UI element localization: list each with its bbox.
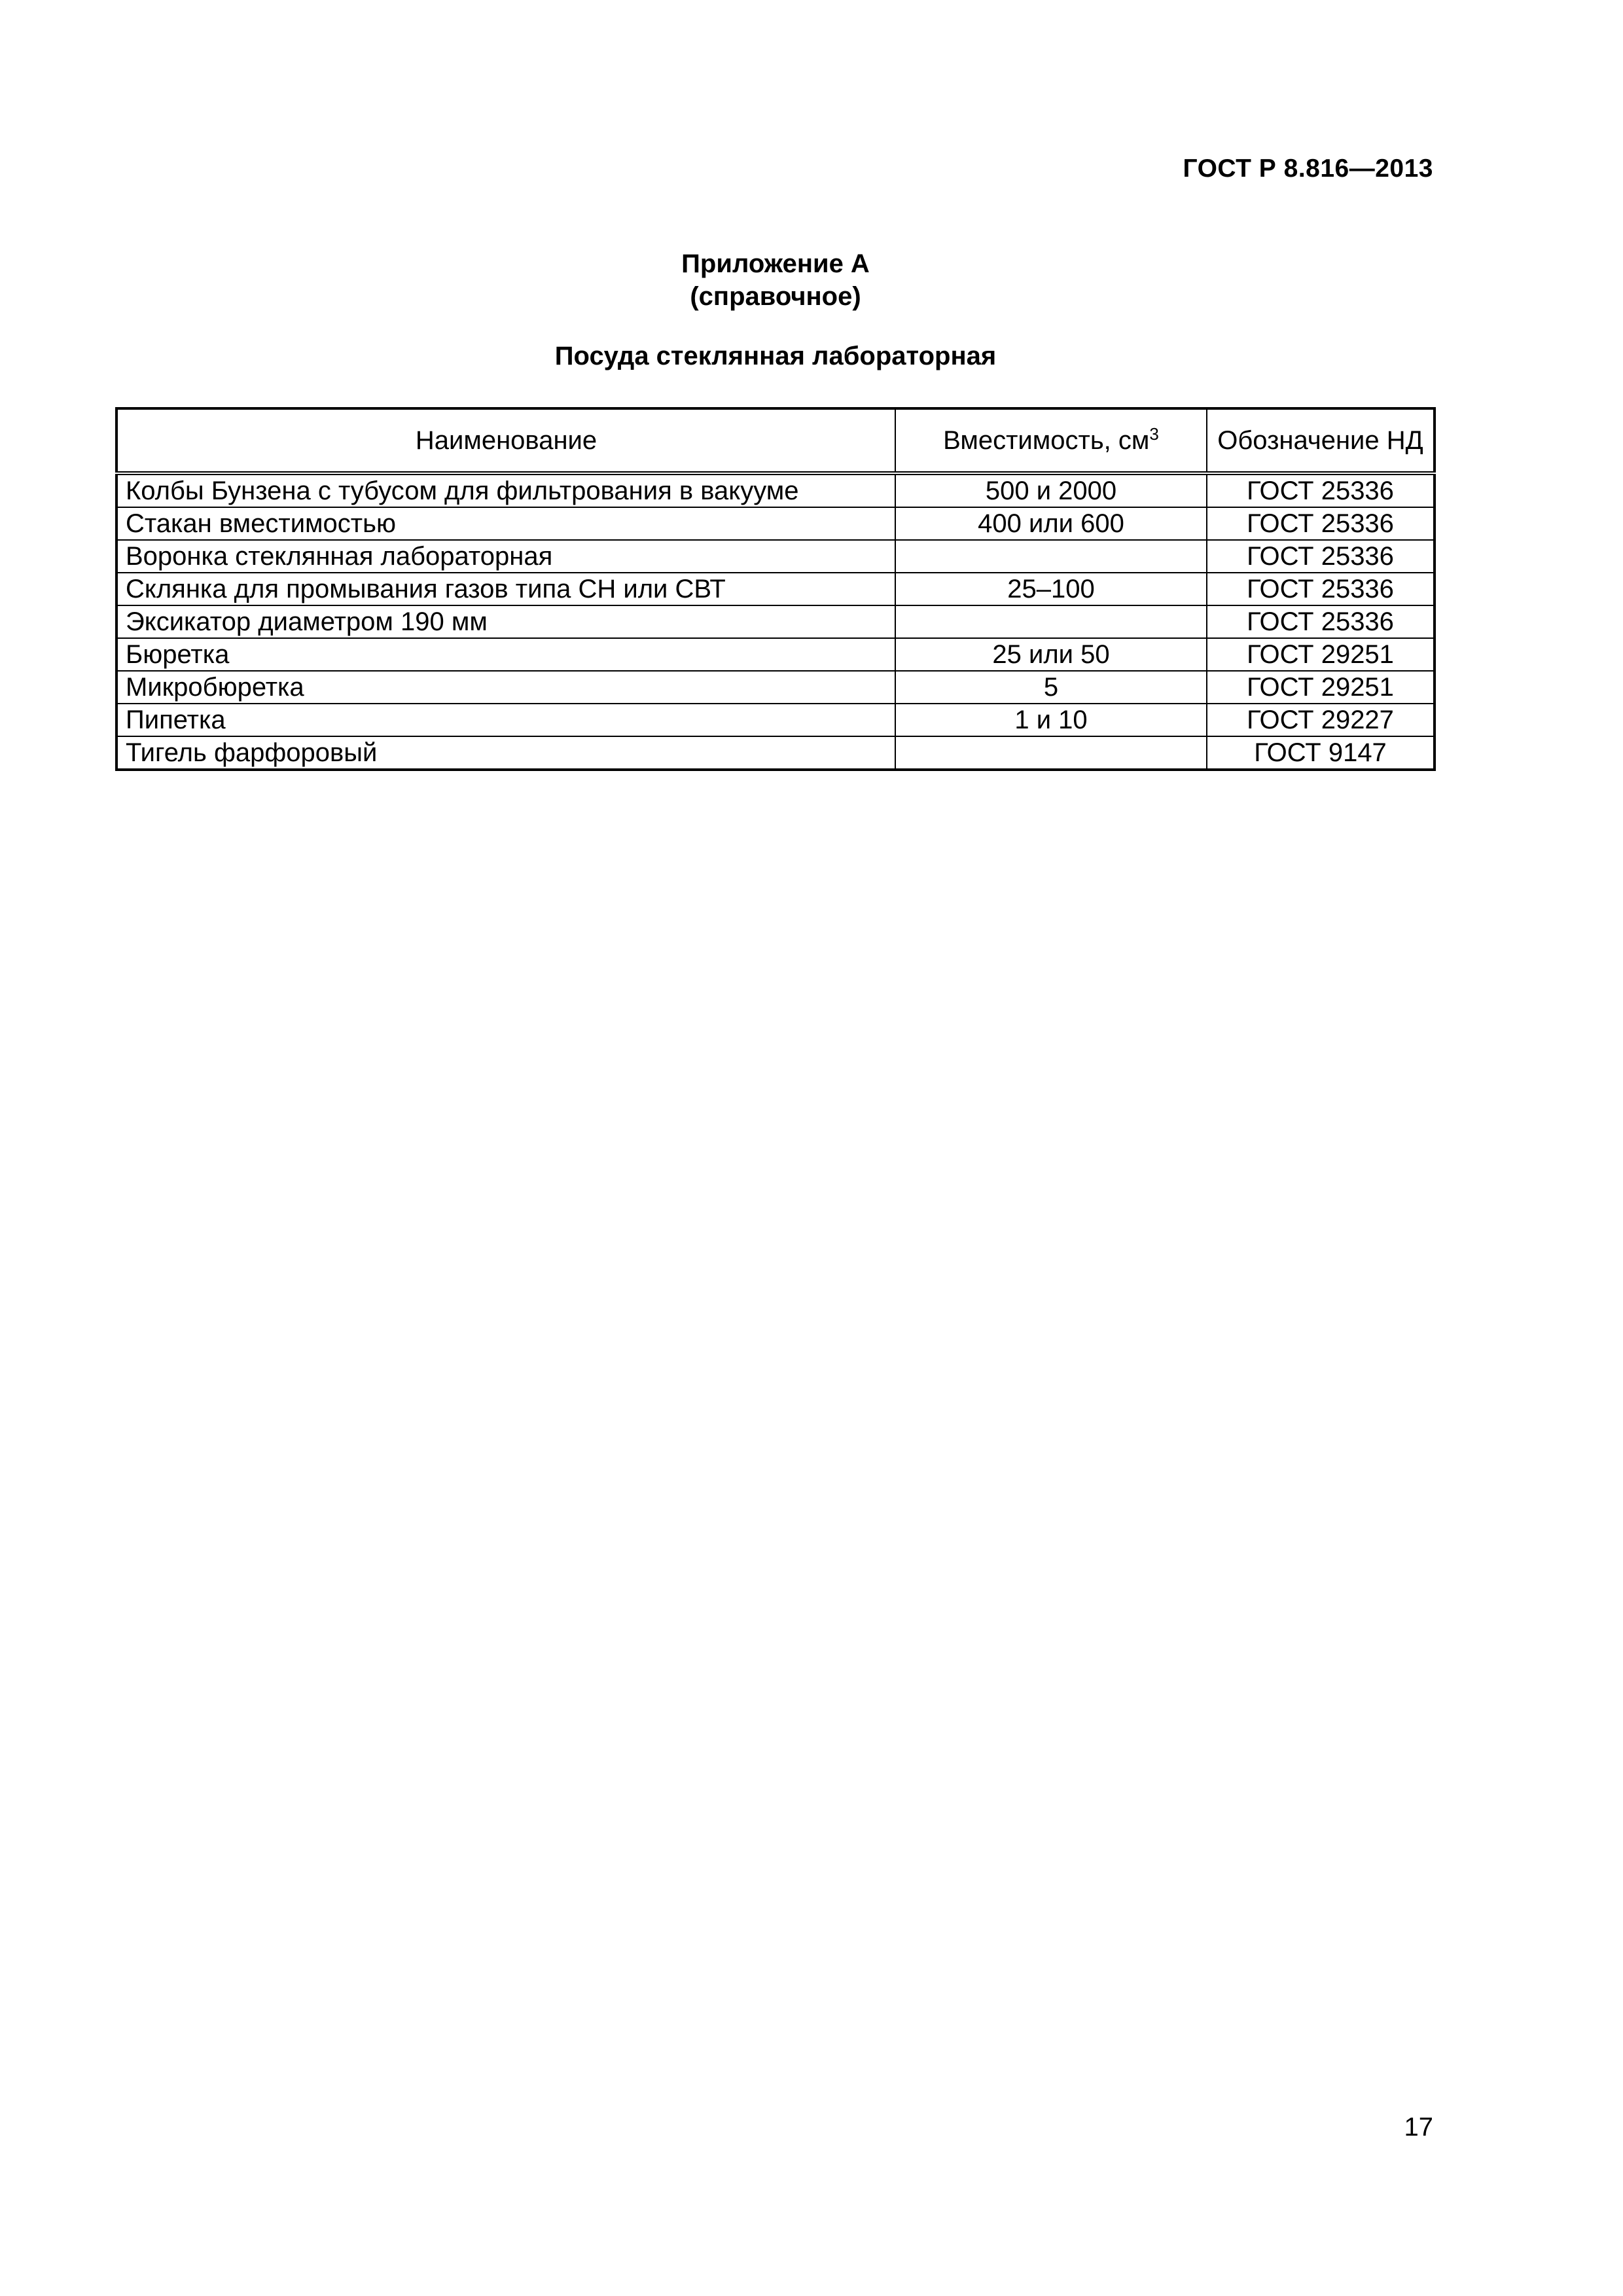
table-row (116, 473, 1435, 507)
glassware-table (115, 407, 1436, 771)
table-row (116, 736, 1435, 770)
row-standard: ГОСТ 9147 (1207, 736, 1435, 770)
appendix-heading (0, 247, 1551, 313)
table-title: Посуда стеклянная лабораторная (554, 342, 997, 370)
row-name: Эксикатор диаметром 190 мм (116, 605, 895, 638)
row-name: Воронка стеклянная лабораторная (116, 540, 895, 573)
row-capacity: 500 и 2000 (895, 473, 1207, 507)
row-name: Склянка для промывания газов типа СН или СВТ (116, 573, 895, 605)
row-standard: ГОСТ 25336 (1207, 473, 1435, 507)
table-row (116, 671, 1435, 704)
table-row (116, 507, 1435, 540)
document-code: ГОСТ Р 8.816—2013 (1183, 154, 1433, 183)
row-name: Тигель фарфоровый (116, 736, 895, 770)
row-name: Стакан вместимостью (116, 507, 895, 540)
row-capacity (895, 540, 1207, 573)
row-capacity: 400 или 600 (895, 507, 1207, 540)
row-standard: ГОСТ 29227 (1207, 704, 1435, 736)
column-header-capacity (895, 408, 1207, 473)
row-capacity (895, 736, 1207, 770)
page-number: 17 (1404, 2113, 1433, 2142)
row-capacity (895, 605, 1207, 638)
row-name: Микробюретка (116, 671, 895, 704)
row-capacity: 1 и 10 (895, 704, 1207, 736)
table-row (116, 638, 1435, 671)
table-row (116, 540, 1435, 573)
row-name: Колбы Бунзена с тубусом для фильтрования в вакууме (116, 473, 895, 507)
row-capacity: 25 или 50 (895, 638, 1207, 671)
row-standard: ГОСТ 25336 (1207, 573, 1435, 605)
row-capacity: 25–100 (895, 573, 1207, 605)
column-header-name: Наименование (116, 408, 895, 473)
column-header-standard: Обозначение НД (1207, 408, 1435, 473)
row-standard: ГОСТ 25336 (1207, 605, 1435, 638)
column-header-capacity-unit-exponent: 3 (1149, 424, 1159, 444)
row-standard: ГОСТ 29251 (1207, 638, 1435, 671)
row-name: Пипетка (116, 704, 895, 736)
column-header-capacity-label: Вместимость, см (943, 426, 1150, 455)
row-standard: ГОСТ 25336 (1207, 540, 1435, 573)
row-capacity: 5 (895, 671, 1207, 704)
row-name: Бюретка (116, 638, 895, 671)
table-header-row (116, 408, 1435, 473)
appendix-status: (справочное) (690, 282, 861, 311)
table-row (116, 573, 1435, 605)
appendix-title: Приложение А (681, 249, 870, 278)
table-row (116, 704, 1435, 736)
table-row (116, 605, 1435, 638)
row-standard: ГОСТ 29251 (1207, 671, 1435, 704)
row-standard: ГОСТ 25336 (1207, 507, 1435, 540)
